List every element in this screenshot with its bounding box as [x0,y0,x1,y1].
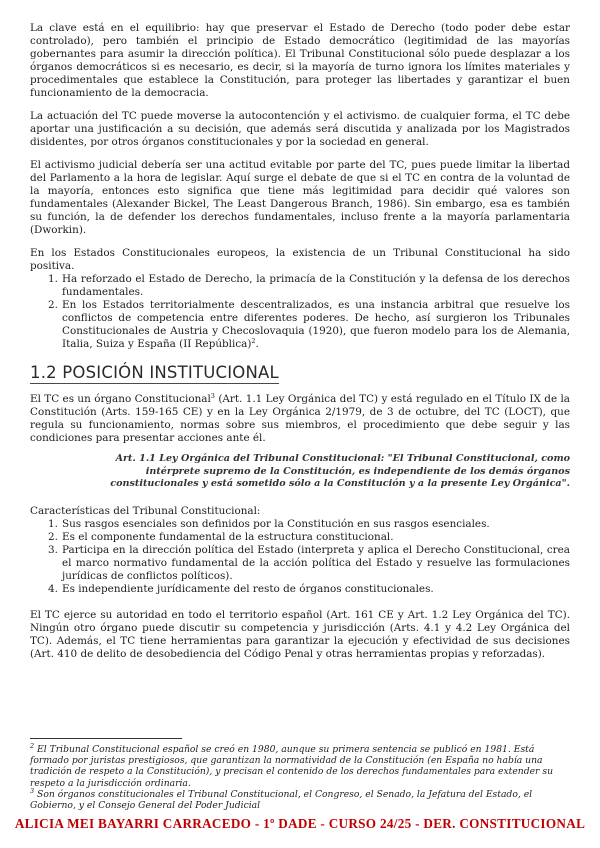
footnote-3: $^3$ Son órganos constitucionales el Tribunal Constitucional, el Congreso, el Senado, la Jefatura del Estado, el Gobierno, y el Consejo General del Poder Judicial [30,786,533,812]
list-item: 2. Es el componente fundamental de la estructura constitucional. [48,530,394,543]
paragraph-authority: El TC ejerce su autoridad en todo el territorio español (Art. 161 CE y Art. 1.2 Ley Orgánica del TC). Ningún otro órgano puede discutir su competencia y jurisdicción (Arts. 4.1 y 4.2 Ley Orgánica del TC). Además, el TC tiene herramientas para garantizar la ejecución y efectividad de sus decisiones (Art. 410 de delito de desobediencia del Código Penal y otras herramientas propias y reforzadas). [30,608,570,660]
characteristics-intro: Características del Tribunal Constitucional: [30,504,261,517]
characteristics-list [30,518,570,596]
footnotes [30,738,570,811]
list-item: 1. Sus rasgos esenciales son definidos por la Constitución en sus rasgos esenciales. [48,517,490,530]
page-footer: ALICIA MEI BAYARRI CARRACEDO - 1º DADE - CURSO 24/25 - DER. CONSTITUCIONAL [14,816,586,831]
paragraph-judicial-activism: El activismo judicial debería ser una actitud evitable por parte del TC, pues puede limitar la libertad del Parlamento a la hora de legislar. Aquí surge el debate de que si el TC en contra de la voluntad de la mayoría, entonces esto significa que tiene más legitimidad para decidir qué valores son fundamentales (Alexander Bickel, The Least Dangerous Branch, 1986). Sin embargo, esa es también su función, la de defender los derechos fundamentales, incluso frente a la mayoría parlamentaria (Dworkin). [30,159,570,236]
law-quote: Art. 1.1 Ley Orgánica del Tribunal Constitucional: "El Tribunal Constitucional, como intérprete supremo de la Constitución, es independiente de los demás órganos constitucionales y está sometido sólo a la Constitución y a la presente Ley Orgánica". [110,453,570,490]
footnote-ref[interactable]: 3 [210,392,215,400]
document-body [30,22,570,661]
list-item: 1. Ha reforzado el Estado de Derecho, la primacía de la Constitución y la defensa de los derechos fundamentales. [48,273,570,298]
paragraph-european-states: En los Estados Constitucionales europeos, la existencia de un Tribunal Constitucional ha sido positiva. [30,247,570,272]
list-item: 3. Participa en la dirección política del Estado (interpreta y aplica el Derecho Constitucional, crea el marco normativo fundamental de la acción política del Estado y resuelve las formulaciones jurídicas de conflictos políticos). [48,543,570,582]
benefits-list [30,273,570,351]
footnote-ref[interactable]: 2 [251,337,256,345]
footnote-2: $^2$ El Tribunal Constitucional español se creó en 1980, aunque su primera sentencia se publicó en 1981. Está formado por juristas prestigiosos, que garantizan la normatividad de la Constitución (en España no había una tradición de respeto a la Constitución), y precisan el contenido de los derechos fundamentales para extender su respeto a la jurisdicción ordinaria. [30,742,553,789]
list-item: 2. En los Estados territorialmente descentralizados, es una instancia arbitral que resuelve los conflictos de competencia entre diferentes poderes. De hecho, así surgieron los Tribunales Constitucionales de Austria y Checoslovaquia (1920), que fueron modelo para los de Alemania, Italia, Suiza y España (II República)$^2$. [48,299,570,350]
paragraph-activism-intro: La actuación del TC puede moverse la autocontención y el activismo. de cualquier forma, el TC debe aportar una justificación a su decisión, que además será discutida y analizada por los Magistrados disidentes, por otros órganos constitucionales y por la sociedad en general. [30,110,570,148]
section-heading: 1.2 POSICIÓN INSTITUCIONAL [30,363,279,382]
list-item: 4. Es independiente jurídicamente del resto de órganos constitucionales. [48,582,434,595]
paragraph-equilibrium: La clave está en el equilibrio: hay que preservar el Estado de Derecho (todo poder debe estar controlado), pero también el principio de Estado democrático (legitimidad de las mayorías gobernantes para asumir la dirección política). El Tribunal Constitucional sólo puede desplazar a los órganos democráticos si es necesario, es decir, si la mayoría de turno ignora los límites materiales y procedimentales que establece la Constitución, para proteger las libertades y garantizar el buen funcionamiento de la democracia. [30,22,570,99]
paragraph-tc-organ: El TC es un órgano Constitucional$^3$ (Art. 1.1 Ley Orgánica del TC) y está regulado en el Título IX de la Constitución (Arts. 159-165 CE) y en la Ley Orgánica 2/1979, de 3 de octubre, del TC (LOCT), que regula su funcionamiento, normas sobre sus miembros, el procedimiento que debe seguir y las condiciones para presentar acciones ante él. [30,392,570,444]
footnote-divider [30,738,182,739]
